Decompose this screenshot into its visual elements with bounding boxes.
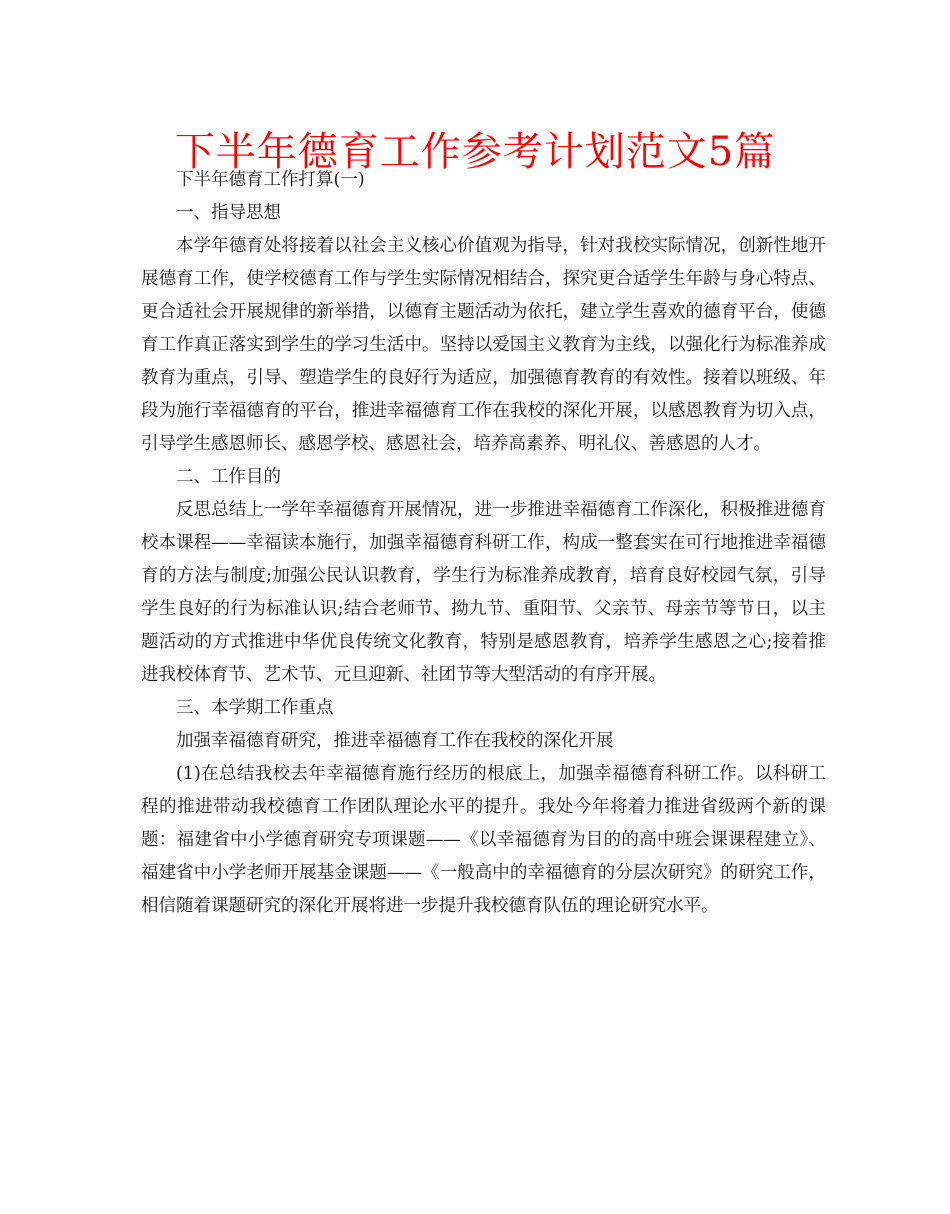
document-body: [141, 164, 826, 923]
section-heading-work-goals: 二、工作目的: [176, 467, 281, 487]
paragraph-key-point-1: (1)在总结我校去年幸福德育施行经历的根底上，加强幸福德育科研工作。以科研工程的推进带动我校德育工作团队理论水平的提升。我处今年将着力推进省级两个新的课题：福建省中小学德育研究专项课题——《以幸福德育为目的的高中班会课课程建立》、福建省中小学老师开展基金课题——《一般高中的幸福德育的分层次研究》的研究工作，相信随着课题研究的深化开展将进一步提升我校德育队伍的理论研究水平。: [141, 764, 826, 916]
section-heading-key-points: 三、本学期工作重点: [176, 698, 334, 718]
section-subtitle: 下半年德育工作打算(一): [176, 170, 365, 190]
paragraph-key-point-summary: 加强幸福德育研究，推进幸福德育工作在我校的深化开展: [176, 731, 614, 751]
document-title: 下半年德育工作参考计划范文5篇: [174, 129, 776, 175]
paragraph-guiding-ideology: 本学年德育处将接着以社会主义核心价值观为指导，针对我校实际情况，创新性地开展德育工作，使学校德育工作与学生实际情况相结合，探究更合适学生年龄与身心特点、更合适社会开展规律的新举措，以德育主题活动为依托，建立学生喜欢的德育平台，使德育工作真正落实到学生的学习生活中。坚持以爱国主义教育为主线，以强化行为标准养成教育为重点，引导、塑造学生的良好行为适应，加强德育教育的有效性。接着以班级、年段为施行幸福德育的平台，推进幸福德育工作在我校的深化开展，以感恩教育为切入点，引导学生感恩师长、感恩学校、感恩社会，培养高素养、明礼仪、善感恩的人才。: [141, 236, 826, 454]
paragraph-work-goals: 反思总结上一学年幸福德育开展情况，进一步推进幸福德育工作深化，积极推进德育校本课程——幸福读本施行，加强幸福德育科研工作，构成一整套实在可行地推进幸福德育的方法与制度;加强公民认识教育，学生行为标准养成教育，培育良好校园气氛，引导学生良好的行为标准认识;结合老师节、拗九节、重阳节、父亲节、母亲节等节日，以主题活动的方式推进中华优良传统文化教育，特别是感恩教育，培养学生感恩之心;接着推进我校体育节、艺术节、元旦迎新、社团节等大型活动的有序开展。: [141, 500, 826, 685]
section-heading-guiding-ideology: 一、指导思想: [176, 203, 281, 223]
